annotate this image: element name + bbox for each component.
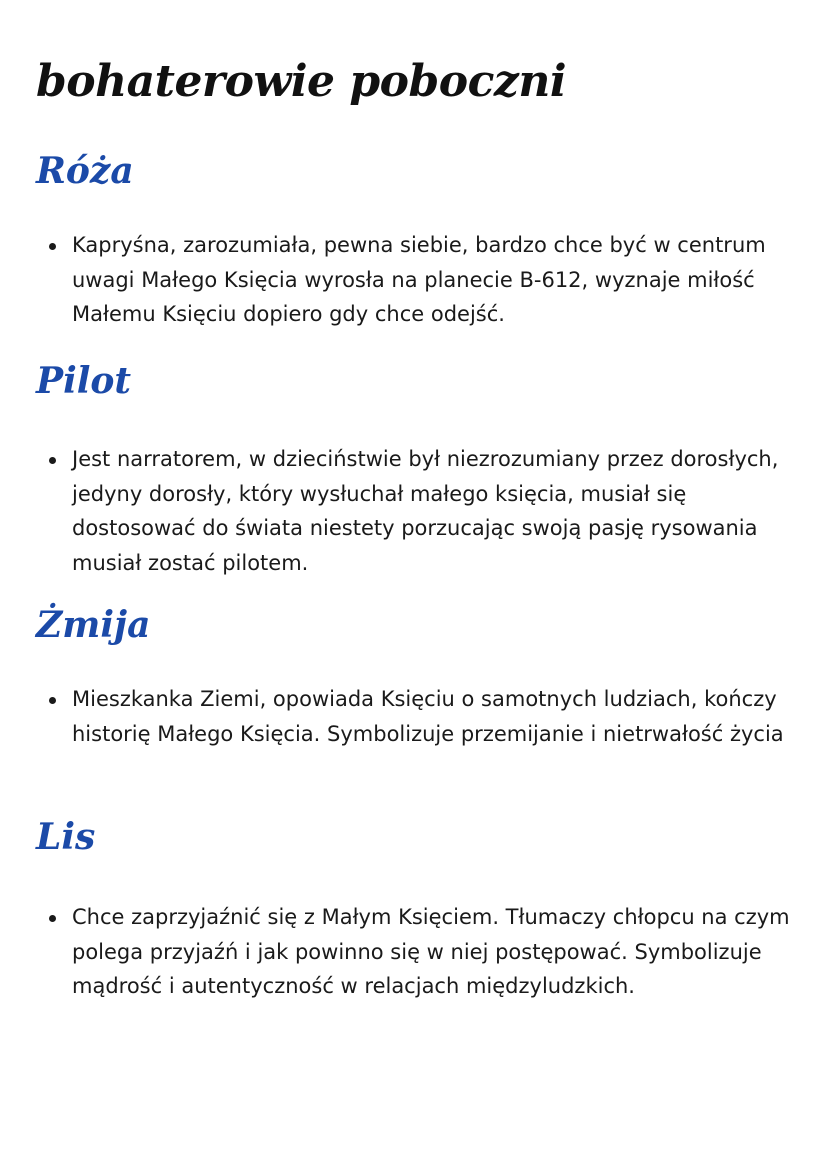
list-item <box>36 900 796 1004</box>
bullet-list <box>36 682 796 751</box>
bullet-icon <box>49 243 56 250</box>
character-section-lis <box>36 812 796 1004</box>
bullet-icon <box>49 697 56 704</box>
character-heading-roza: Róża <box>36 150 134 192</box>
bullet-icon <box>49 457 56 464</box>
character-heading-zmija: Żmija <box>36 604 151 646</box>
list-item <box>36 228 796 332</box>
character-heading-lis: Lis <box>36 816 96 858</box>
character-description: Kapryśna, zarozumiała, pewna siebie, bardzo chce być w centrum uwagi Małego Księcia wyrosła na planecie B-612, wyznaje miłość Małemu Księciu dopiero gdy chce odejść. <box>72 233 766 326</box>
character-section-pilot <box>36 356 796 580</box>
page-title: bohaterowie poboczni <box>36 56 567 107</box>
character-description: Mieszkanka Ziemi, opowiada Księciu o samotnych ludziach, kończy historię Małego Księcia. Symbolizuje przemijanie i nietrwałość życia <box>72 687 784 746</box>
list-item <box>36 442 796 580</box>
character-description: Chce zaprzyjaźnić się z Małym Księciem. Tłumaczy chłopcu na czym polega przyjaźń i jak powinno się w niej postępować. Symbolizuje mądrość i autentyczność w relacjach międzyludzkich. <box>72 905 790 998</box>
character-heading-pilot: Pilot <box>36 360 132 402</box>
bullet-icon <box>49 915 56 922</box>
character-section-roza <box>36 146 796 332</box>
bullet-list <box>36 228 796 332</box>
bullet-list <box>36 442 796 580</box>
character-description: Jest narratorem, w dzieciństwie był niezrozumiany przez dorosłych, jedyny dorosły, który wysłuchał małego księcia, musiał się dostosować do świata niestety porzucając swoją pasję rysowania musiał zostać pilotem. <box>72 447 779 575</box>
list-item <box>36 682 796 751</box>
bullet-list <box>36 900 796 1004</box>
character-section-zmija <box>36 600 796 751</box>
